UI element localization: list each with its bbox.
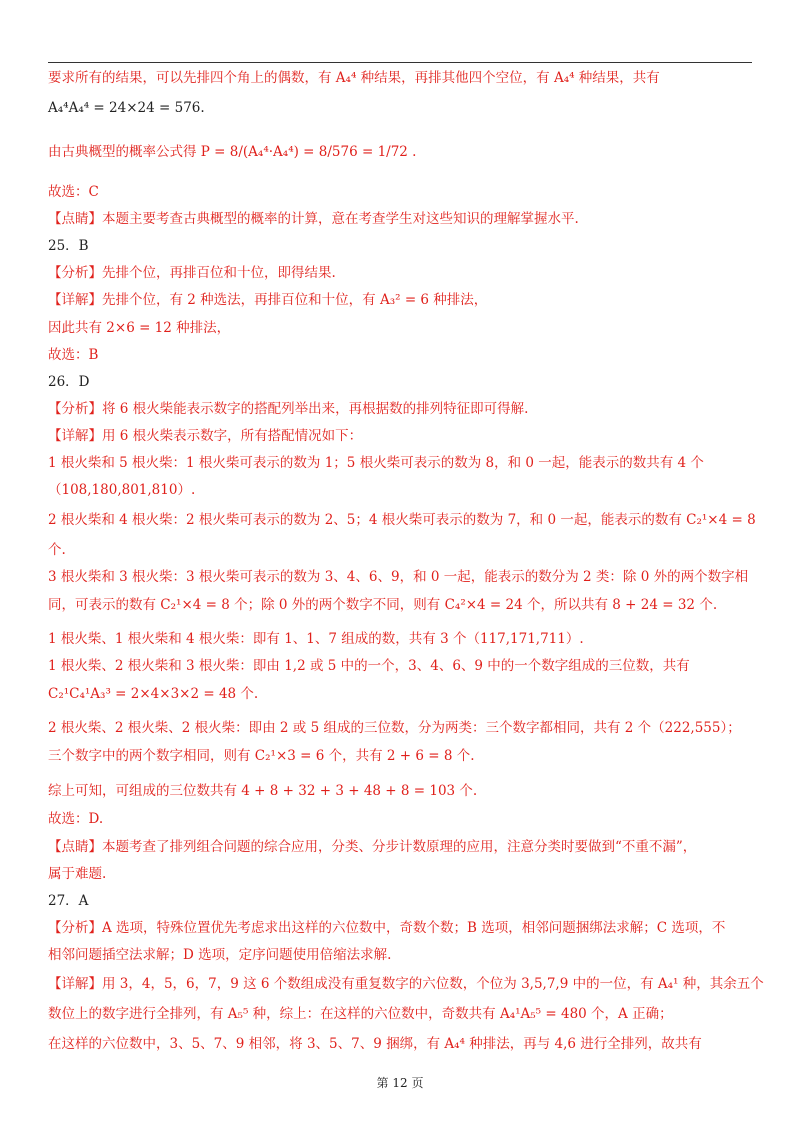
text-line: 相邻问题插空法求解；D 选项，定序问题使用倍缩法求解. xyxy=(48,947,392,963)
text-line: 综上可知，可组成的三位数共有 4 + 8 + 32 + 3 + 48 + 8 = 103 个. xyxy=(48,783,478,799)
header-rule xyxy=(48,62,752,63)
text-line: 【点睛】本题考查了排列组合问题的综合应用，分类、分步计数原理的应用，注意分类时要做到“不重不漏”， xyxy=(48,839,697,855)
text-line: A₄⁴A₄⁴ = 24×24 = 576. xyxy=(48,100,205,116)
text-line: 【分析】A 选项，特殊位置优先考虑求出这样的六位数中，奇数个数；B 选项，相邻问题捆绑法求解；C 选项，不 xyxy=(48,920,726,936)
text-line: 1 根火柴、2 根火柴和 3 根火柴：即由 1,2 或 5 中的一个，3、4、6、9 中的一个数字组成的三位数，共有 xyxy=(48,658,690,674)
text-line: 2 根火柴、2 根火柴、2 根火柴：即由 2 或 5 组成的三位数，分为两类：三个数字都相同，共有 2 个（222,555）； xyxy=(48,720,741,736)
text-line: 25．B xyxy=(48,238,89,254)
text-line: 【分析】将 6 根火柴能表示数字的搭配列举出来，再根据数的排列特征即可得解. xyxy=(48,401,529,417)
text-line: 故选：B xyxy=(48,347,99,363)
page-number: 第 12 页 xyxy=(376,1076,424,1090)
text-line: 1 根火柴、1 根火柴和 4 根火柴：即有 1、1、7 组成的数，共有 3 个（117,171,711）. xyxy=(48,631,584,647)
text-line: 属于难题. xyxy=(48,866,107,882)
text-line: 【详解】用 6 根火柴表示数字，所有搭配情况如下： xyxy=(48,428,363,444)
text-line: 27．A xyxy=(48,893,89,909)
text-line: 26．D xyxy=(48,374,90,390)
text-line: 由古典概型的概率公式得 P = 8/(A₄⁴·A₄⁴) = 8/576 = 1/72 . xyxy=(48,144,417,160)
text-line: 三个数字中的两个数字相同，则有 C₂¹×3 = 6 个，共有 2 + 6 = 8 个. xyxy=(48,748,475,764)
text-line: 因此共有 2×6 = 12 种排法， xyxy=(48,320,231,336)
text-line: 【分析】先排个位，再排百位和十位，即得结果. xyxy=(48,265,336,281)
text-line: 【点睛】本题主要考查古典概型的概率的计算，意在考查学生对这些知识的理解掌握水平. xyxy=(48,211,579,227)
text-line: 2 根火柴和 4 根火柴：2 根火柴可表示的数为 2、5；4 根火柴可表示的数为 7，和 0 一起，能表示的数有 C₂¹×4 = 8 xyxy=(48,512,756,528)
text-line: 同，可表示的数有 C₂¹×4 = 8 个；除 0 外的两个数字不同，则有 C₄²×4 = 24 个，所以共有 8 + 24 = 32 个. xyxy=(48,597,718,613)
text-line: 故选：C xyxy=(48,184,99,200)
text-line: （108,180,801,810）. xyxy=(48,482,196,498)
text-line: 故选：D. xyxy=(48,811,104,827)
text-line: 【详解】先排个位，有 2 种选法，再排百位和十位，有 A₃² = 6 种排法， xyxy=(48,292,488,308)
text-line: 数位上的数字进行全排列，有 A₅⁵ 种，综上：在这样的六位数中，奇数共有 A₄¹A₅⁵ = 480 个，A 正确； xyxy=(48,1006,673,1022)
text-line: 1 根火柴和 5 根火柴：1 根火柴可表示的数为 1；5 根火柴可表示的数为 8，和 0 一起，能表示的数共有 4 个 xyxy=(48,455,704,471)
text-line: 个. xyxy=(48,542,66,558)
text-line: 要求所有的结果，可以先排四个角上的偶数，有 A₄⁴ 种结果，再排其他四个空位，有 A₄⁴ 种结果，共有 xyxy=(48,70,660,86)
text-line: 3 根火柴和 3 根火柴：3 根火柴可表示的数为 3、4、6、9，和 0 一起，能表示的数分为 2 类：除 0 外的两个数字相 xyxy=(48,569,749,585)
text-line: C₂¹C₄¹A₃³ = 2×4×3×2 = 48 个. xyxy=(48,686,259,702)
text-line: 在这样的六位数中，3、5、7、9 相邻，将 3、5、7、9 捆绑，有 A₄⁴ 种排法，再与 4,6 进行全排列，故共有 xyxy=(48,1036,702,1052)
text-line: 【详解】用 3，4，5，6，7，9 这 6 个数组成没有重复数字的六位数，个位为 3,5,7,9 中的一位，有 A₄¹ 种，其余五个 xyxy=(48,976,764,992)
